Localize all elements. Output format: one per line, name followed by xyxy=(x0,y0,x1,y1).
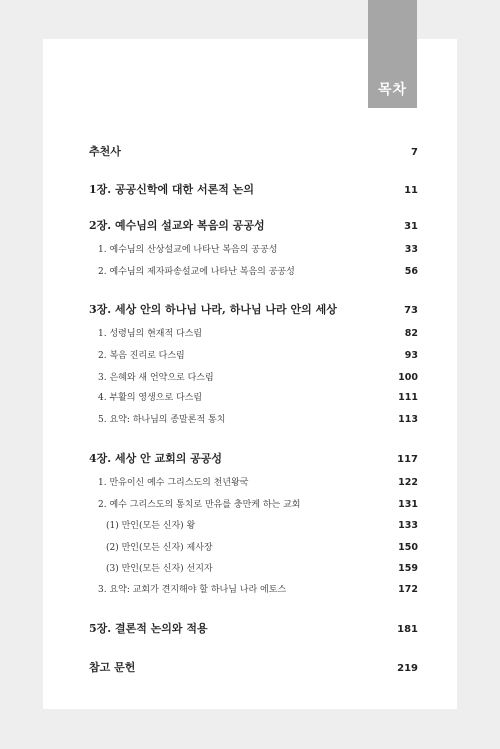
toc-entry-title: 2. 복음 진리로 다스림 xyxy=(98,351,185,361)
toc-entry-page: 133 xyxy=(398,520,418,531)
toc-entry-page: 33 xyxy=(404,244,418,255)
toc-entry-page: 219 xyxy=(397,663,418,674)
toc-entry-page: 111 xyxy=(398,392,418,403)
toc-entry-title: 1. 성령님의 현재적 다스림 xyxy=(98,329,203,339)
toc-entry-section xyxy=(98,348,418,361)
toc-tab-label: 목차 xyxy=(377,82,408,98)
toc-entry-chapter-5 xyxy=(89,620,418,636)
toc-entry-section xyxy=(98,582,418,595)
toc-entry-title: 3. 요약: 교회가 견지해야 할 하나님 나라 에토스 xyxy=(98,585,287,595)
toc-entry-chapter-1 xyxy=(89,181,418,197)
toc-entry-title: 1. 예수님의 산상설교에 나타난 복음의 공공성 xyxy=(98,245,278,255)
toc-entry-title: 3. 은혜와 새 언약으로 다스림 xyxy=(98,373,214,383)
toc-entry-title: 2장. 예수님의 설교와 복음의 공공성 xyxy=(89,219,265,232)
toc-entry-page: 117 xyxy=(397,454,418,465)
toc-entry-page: 7 xyxy=(411,147,418,158)
toc-entry-page: 150 xyxy=(398,542,418,553)
toc-entry-page: 11 xyxy=(404,185,418,196)
toc-entry-title: 1. 만유이신 예수 그리스도의 천년왕국 xyxy=(98,478,249,488)
toc-entry-title: (2) 만인(모든 신자) 제사장 xyxy=(106,543,213,553)
toc-entry-section xyxy=(98,475,418,488)
toc-entry-subsection xyxy=(106,540,418,553)
toc-entry-page: 73 xyxy=(404,305,418,316)
toc-entry-page: 100 xyxy=(398,372,418,383)
toc-entry-section xyxy=(98,326,418,339)
toc-entry-title: 2. 예수 그리스도의 통치로 만유를 충만케 하는 교회 xyxy=(98,500,301,510)
toc-entry-foreword xyxy=(89,143,418,159)
toc-entry-section xyxy=(98,497,418,510)
toc-entry-title: 4. 부활의 영생으로 다스림 xyxy=(98,393,203,403)
toc-entry-page: 113 xyxy=(398,414,418,425)
toc-entry-title: (3) 만인(모든 신자) 선지자 xyxy=(106,564,213,574)
toc-entry-section xyxy=(98,412,418,425)
toc-entry-section xyxy=(98,370,418,383)
toc-entry-page: 31 xyxy=(404,221,418,232)
toc-entry-page: 159 xyxy=(398,563,418,574)
toc-entry-title: (1) 만인(모든 신자) 왕 xyxy=(106,521,196,531)
toc-entry-title: 참고 문헌 xyxy=(89,661,136,674)
toc-entry-section xyxy=(98,242,418,255)
toc-entry-page: 93 xyxy=(404,350,418,361)
toc-entry-references xyxy=(89,659,418,675)
toc-entry-section xyxy=(98,390,418,403)
toc-entry-page: 82 xyxy=(404,328,418,339)
toc-entry-section xyxy=(98,264,418,277)
toc-entry-title: 1장. 공공신학에 대한 서론적 논의 xyxy=(89,183,254,196)
toc-entry-title: 4장. 세상 안 교회의 공공성 xyxy=(89,452,223,465)
toc-tab xyxy=(368,0,417,108)
toc-entry-title: 5장. 결론적 논의와 적용 xyxy=(89,622,208,635)
toc-entry-page: 122 xyxy=(398,477,418,488)
toc-entry-title: 3장. 세상 안의 하나님 나라, 하나님 나라 안의 세상 xyxy=(89,303,337,316)
toc-entry-subsection xyxy=(106,561,418,574)
toc-entry-page: 181 xyxy=(397,624,418,635)
toc-entry-page: 131 xyxy=(398,499,418,510)
toc-entry-page: 172 xyxy=(398,584,418,595)
toc-entry-title: 2. 예수님의 제자파송설교에 나타난 복음의 공공성 xyxy=(98,267,295,277)
toc-entry-chapter-4 xyxy=(89,450,418,466)
toc-entry-subsection xyxy=(106,518,418,531)
toc-entry-title: 추천사 xyxy=(89,145,121,158)
toc-entry-chapter-3 xyxy=(89,301,418,317)
toc-entry-page: 56 xyxy=(404,266,418,277)
toc-entry-title: 5. 요약: 하나님의 종말론적 통치 xyxy=(98,415,226,425)
toc-entry-chapter-2 xyxy=(89,217,418,233)
